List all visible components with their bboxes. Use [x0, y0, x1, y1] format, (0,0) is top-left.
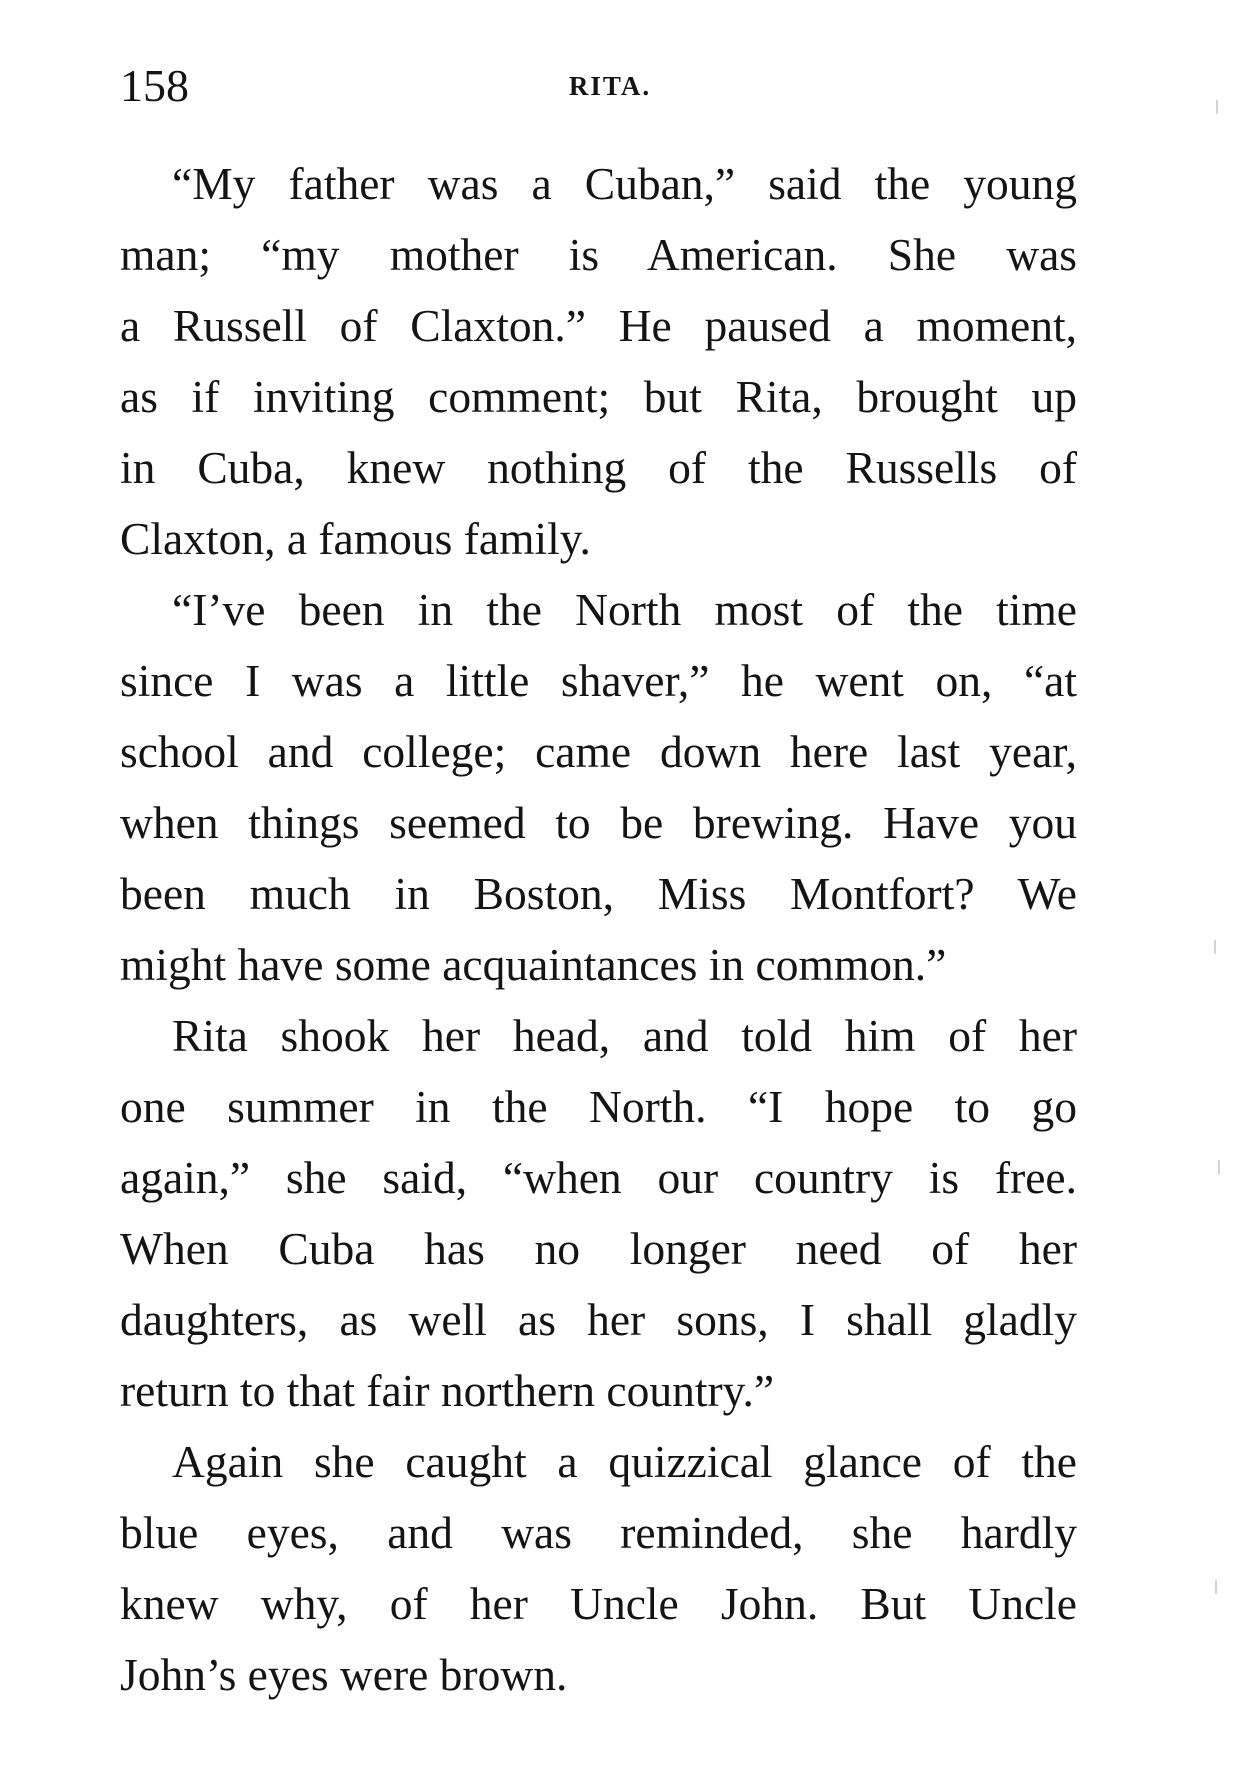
text-line: since I was a little shaver,” he went on, “at — [120, 655, 1077, 706]
text-line: Again she caught a quizzical glance of the — [172, 1436, 1077, 1487]
speckle — [1214, 940, 1216, 954]
paragraph — [120, 574, 1077, 1000]
text-line: man; “my mother is American. She was — [120, 229, 1077, 280]
text-line: return to that fair northern country.” — [120, 1365, 775, 1416]
text-line: school and college; came down here last year, — [120, 726, 1077, 777]
page-edge-speckles — [1212, 80, 1232, 1680]
speckle — [1215, 1580, 1217, 1594]
text-line: knew why, of her Uncle John. But Uncle — [120, 1578, 1077, 1629]
running-head — [120, 56, 1077, 116]
text-line: When Cuba has no longer need of her — [120, 1223, 1077, 1274]
body-text — [120, 148, 1077, 1710]
text-line: “I’ve been in the North most of the time — [172, 584, 1077, 635]
text-line: blue eyes, and was reminded, she hardly — [120, 1507, 1077, 1558]
text-line: Claxton, a famous family. — [120, 513, 591, 564]
paragraph — [120, 1426, 1077, 1710]
text-line: a Russell of Claxton.” He paused a moment, — [120, 300, 1077, 351]
paragraph — [120, 148, 1077, 574]
text-line: been much in Boston, Miss Montfort? We — [120, 868, 1077, 919]
text-line: one summer in the North. “I hope to go — [120, 1081, 1077, 1132]
speckle — [1218, 1160, 1220, 1174]
text-line: John’s eyes were brown. — [120, 1649, 568, 1700]
running-title: RITA. — [568, 71, 652, 101]
paragraph — [120, 1000, 1077, 1426]
page-number: 158 — [120, 60, 189, 111]
text-line: might have some acquaintances in common.” — [120, 939, 947, 990]
text-line: “My father was a Cuban,” said the young — [172, 158, 1077, 209]
text-line: in Cuba, knew nothing of the Russells of — [120, 442, 1077, 493]
text-line: again,” she said, “when our country is free. — [120, 1152, 1077, 1203]
text-line: as if inviting comment; but Rita, brought up — [120, 371, 1077, 422]
text-line: when things seemed to be brewing. Have you — [120, 797, 1077, 848]
text-line: daughters, as well as her sons, I shall gladly — [120, 1294, 1077, 1345]
speckle — [1216, 100, 1218, 114]
text-line: Rita shook her head, and told him of her — [172, 1010, 1077, 1061]
